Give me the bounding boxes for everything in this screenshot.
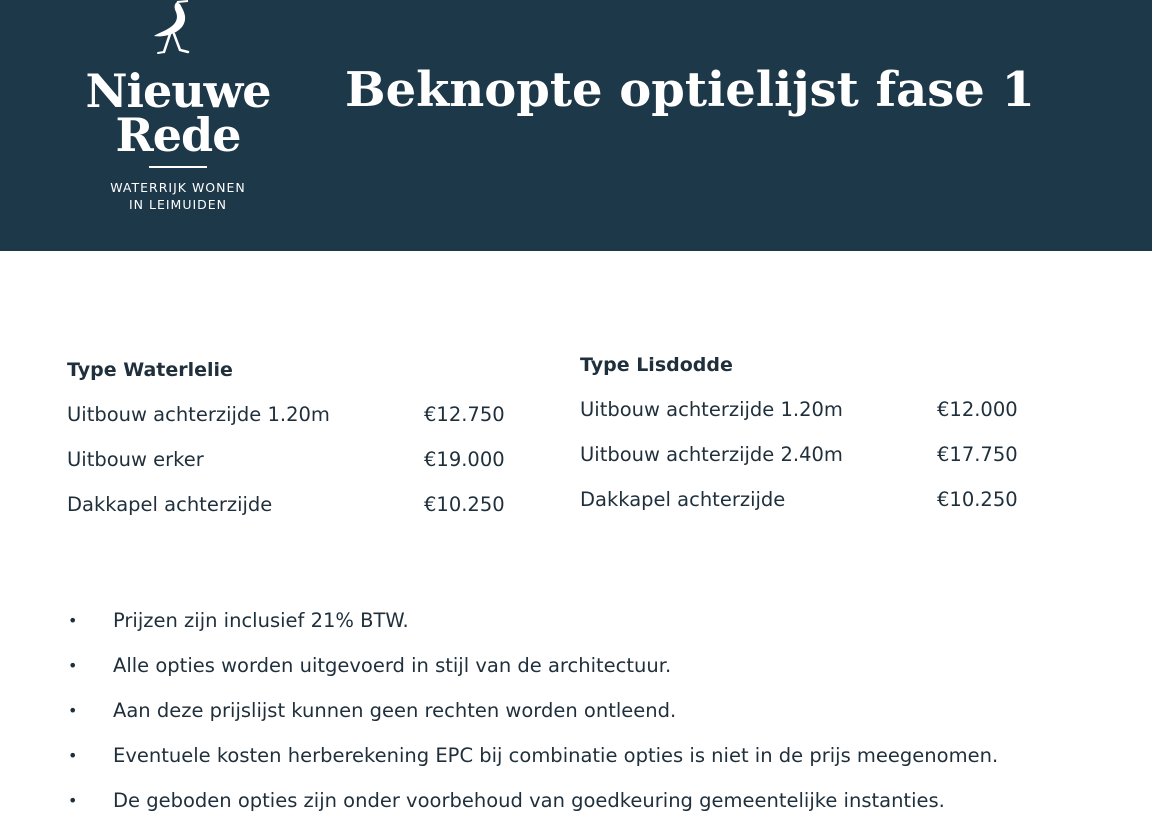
option-list [580,396,1060,531]
bullet-icon: • [68,701,78,720]
logo-tagline-line1: WATERRIJK WONEN [110,180,246,195]
option-price: €19.000 [424,448,505,471]
note-item [60,696,1140,741]
note-text: Eventuele kosten herberekening EPC bij combinatie opties is niet in de prijs meegenomen. [113,744,999,767]
option-price: €17.750 [937,443,1018,466]
note-item [60,651,1140,696]
logo-divider [149,166,207,168]
note-item [60,786,1140,831]
page-title: Beknopte optielijst fase 1 [345,62,1035,118]
note-item [60,741,1140,786]
option-row [67,446,547,491]
bullet-icon: • [68,746,78,765]
option-name: Uitbouw achterzijde 1.20m [67,403,330,426]
notes-list [60,606,1140,831]
option-price: €12.000 [937,398,1018,421]
option-row [67,401,547,446]
option-name: Uitbouw erker [67,448,204,471]
bullet-icon: • [68,791,78,810]
option-name: Dakkapel achterzijde [67,493,273,516]
option-price: €12.750 [424,403,505,426]
note-text: De geboden opties zijn onder voorbehoud van goedkeuring gemeentelijke instanties. [113,789,945,812]
option-name: Uitbouw achterzijde 2.40m [580,443,843,466]
option-name: Dakkapel achterzijde [580,488,786,511]
option-row [580,396,1060,441]
heron-icon [144,0,204,60]
page-header [0,0,1152,251]
note-item [60,606,1140,651]
logo [78,0,278,230]
option-row [580,486,1060,531]
type-heading: Type Waterlelie [67,359,233,381]
logo-tagline-line2: IN LEIMUIDEN [128,197,228,212]
option-name: Uitbouw achterzijde 1.20m [580,398,843,421]
type-heading: Type Lisdodde [580,354,733,376]
type-lisdodde-section [580,351,1060,531]
option-row [580,441,1060,486]
note-text: Alle opties worden uitgevoerd in stijl van de architectuur. [113,654,672,677]
option-price: €10.250 [937,488,1018,511]
note-text: Prijzen zijn inclusief 21% BTW. [113,609,409,632]
logo-wordmark-line1: Nieuwe [85,64,271,118]
option-row [67,491,547,536]
logo-wordmark-line2: Rede [115,108,241,162]
option-price: €10.250 [424,493,505,516]
note-text: Aan deze prijslijst kunnen geen rechten worden ontleend. [113,699,677,722]
type-waterlelie-section [67,356,547,536]
bullet-icon: • [68,611,78,630]
option-list [67,401,547,536]
bullet-icon: • [68,656,78,675]
